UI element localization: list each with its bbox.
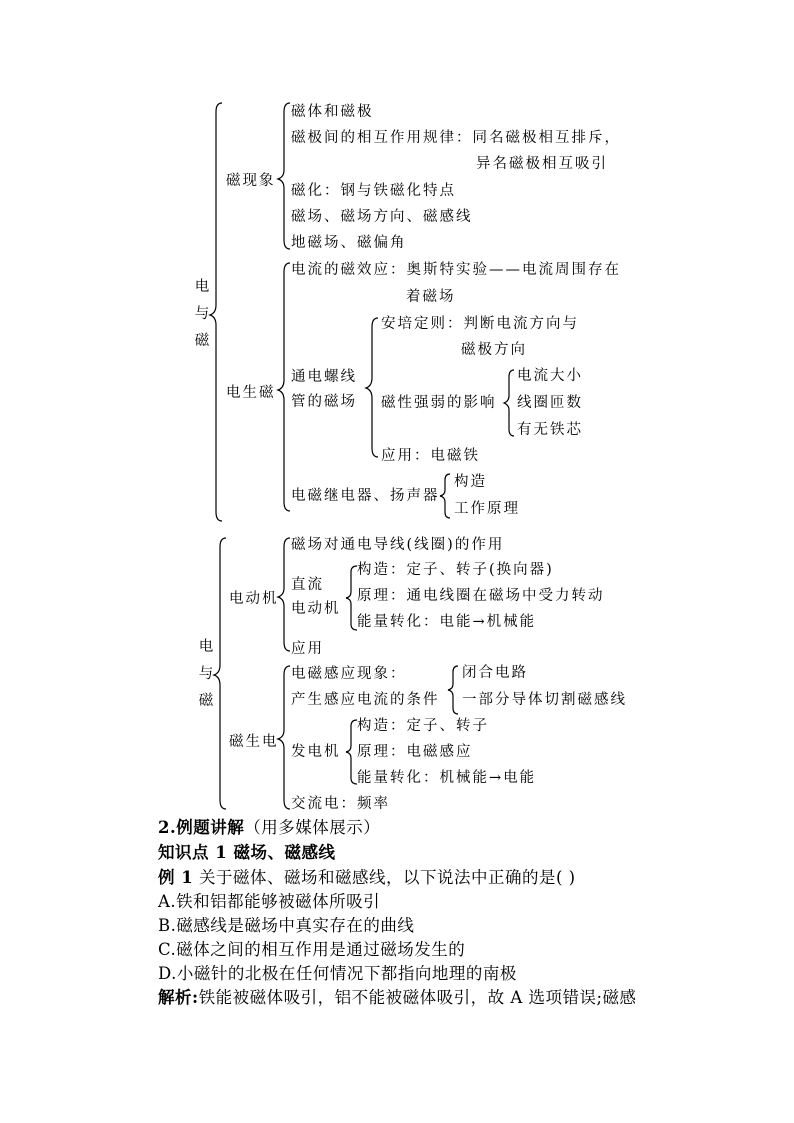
- branch-magnetic-phenomena: 磁现象: [226, 173, 276, 189]
- brace-dc-motor: [346, 566, 357, 630]
- generator-item: 原理：电磁感应: [357, 744, 473, 760]
- item-force-on-wire: 磁场对通电导线(线圈)的作用: [291, 537, 505, 553]
- label-generator: 发电机: [291, 744, 341, 760]
- branch-electricity-to-magnetism: 电生磁: [226, 385, 276, 401]
- generator-item: 构造：定子、转子: [357, 718, 489, 734]
- item-induction: 电磁感应现象：: [291, 666, 407, 682]
- item-motor-application: 应用: [291, 641, 324, 657]
- brace-conditions: [448, 666, 458, 714]
- strength-factor: 有无铁芯: [517, 422, 583, 438]
- label-dc-motor-2: 电动机: [291, 601, 341, 617]
- section-heading: 2.例题讲解: [158, 818, 245, 837]
- root-brace-1: [210, 103, 222, 521]
- root-label-2: 电 与 磁: [198, 639, 214, 709]
- brace-relay: [440, 474, 450, 518]
- root-brace-2: [214, 538, 226, 809]
- example-label: 例 1: [158, 868, 194, 887]
- label-strength: 磁性强弱的影响: [381, 395, 497, 411]
- dc-item: 能量转化：电能→机械能: [357, 614, 537, 630]
- label-solenoid-2: 管的磁场: [291, 394, 357, 410]
- analysis-text: 铁能被磁体吸引，铝不能被磁体吸引，故 A 选项错误;磁感: [198, 988, 637, 1007]
- option-a: A.铁和铝都能够被磁体所吸引: [158, 892, 381, 911]
- relay-item: 构造: [454, 474, 487, 490]
- option-c: C.磁体之间的相互作用是通过磁场发生的: [158, 940, 466, 959]
- item-interaction-law-cont: 异名磁极相互吸引: [476, 156, 608, 172]
- option-b: B.磁感线是磁场中真实存在的曲线: [158, 916, 415, 935]
- brace-magnetism-to-electricity: [278, 666, 290, 809]
- option-d: D.小磁针的北极在任何情况下都指向地理的南极: [158, 964, 517, 983]
- condition-item: 一部分导体切割磁感线: [462, 692, 627, 708]
- item-ac: 交流电：频率: [291, 796, 390, 812]
- branch-magnetism-to-electricity: 磁生电: [229, 734, 279, 750]
- brace-generator: [346, 720, 357, 784]
- item-ampere-rule-cont: 磁极方向: [461, 342, 527, 358]
- item-magnetization: 磁化：钢与铁磁化特点: [291, 183, 456, 199]
- generator-item: 能量转化：机械能→电能: [357, 770, 537, 786]
- branch-motor: 电动机: [229, 591, 279, 607]
- item-current-effect: 电流的磁效应：奥斯特实验——电流周围存在: [291, 262, 621, 278]
- strength-factor: 电流大小: [517, 368, 583, 384]
- label-dc-motor-1: 直流: [291, 577, 324, 593]
- dc-item: 原理：通电线圈在磁场中受力转动: [357, 588, 605, 604]
- brace-electricity-to-magnetism: [278, 263, 290, 511]
- item-earth-field: 地磁场、磁偏角: [291, 235, 407, 251]
- section-heading-line: [158, 817, 380, 839]
- item-ampere-rule: 安培定则：判断电流方向与: [381, 316, 579, 332]
- dc-item: 构造：定子、转子(换向器): [357, 562, 554, 578]
- item-current-effect-cont: 着磁场: [406, 289, 456, 305]
- label-solenoid-1: 通电螺线: [291, 369, 357, 385]
- section-note: （用多媒体展示）: [244, 818, 381, 837]
- item-magnet-poles: 磁体和磁极: [291, 104, 374, 120]
- brace-solenoid: [366, 318, 378, 457]
- condition-item: 闭合电路: [462, 665, 528, 681]
- brace-strength: [504, 370, 514, 436]
- question-text: 关于磁体、磁场和磁感线，以下说法中正确的是( ): [193, 868, 576, 887]
- analysis-line: [158, 987, 637, 1009]
- brace-magnetic-phenomena: [278, 103, 290, 249]
- item-interaction-law: 磁极间的相互作用规律：同名磁极相互排斥，: [291, 130, 621, 146]
- knowledge-point: 知识点 1 磁场、磁感线: [158, 843, 336, 862]
- brace-motor: [278, 538, 290, 651]
- label-relay: 电磁继电器、扬声器: [291, 488, 440, 504]
- analysis-label: 解析:: [158, 988, 199, 1007]
- item-field-lines: 磁场、磁场方向、磁感线: [291, 209, 473, 225]
- root-label-1: 电 与 磁: [194, 279, 210, 349]
- question-line: [158, 867, 576, 889]
- relay-item: 工作原理: [454, 501, 520, 517]
- strength-factor: 线圈匝数: [517, 395, 583, 411]
- item-application: 应用：电磁铁: [381, 448, 480, 464]
- label-conditions: 产生感应电流的条件: [291, 692, 440, 708]
